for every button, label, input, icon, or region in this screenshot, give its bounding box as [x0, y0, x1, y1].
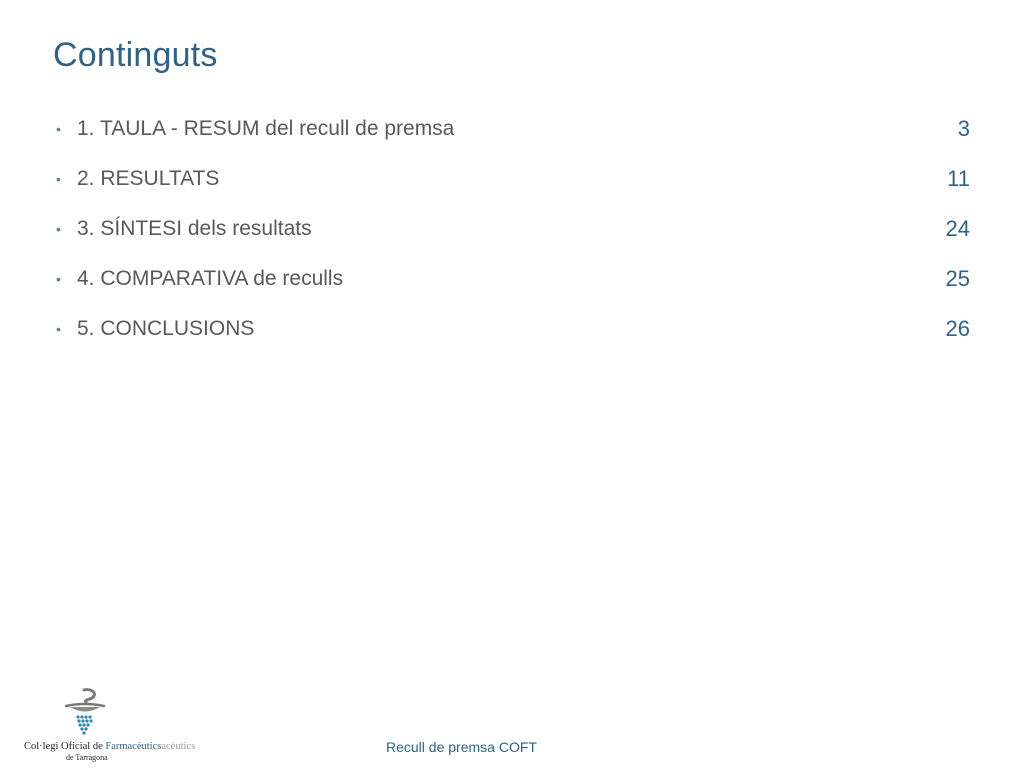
- toc-item[interactable]: [56, 204, 972, 254]
- logo-name-ghost: acèutics: [161, 741, 196, 752]
- table-of-contents: [56, 104, 972, 354]
- logo: [22, 686, 196, 764]
- toc-item[interactable]: [56, 304, 972, 354]
- toc-page-number: 26: [945, 316, 970, 341]
- toc-item[interactable]: [56, 104, 972, 154]
- logo-name-part1: Col·legi Oficial de: [24, 741, 106, 752]
- logo-name: [24, 741, 195, 752]
- bullet-icon: •: [56, 121, 61, 137]
- toc-item[interactable]: [56, 254, 972, 304]
- logo-name-part2: Farmacèutics: [105, 741, 162, 752]
- pharmacy-bowl-icon: [62, 686, 108, 740]
- bullet-icon: •: [56, 171, 61, 187]
- toc-page-number: 24: [945, 216, 970, 241]
- toc-item-label: 3. SÍNTESI dels resultats: [77, 217, 312, 240]
- toc-item-label: 5. CONCLUSIONS: [77, 317, 255, 340]
- footer-text: Recull de premsa COFT: [386, 739, 537, 755]
- toc-page-number: 3: [957, 116, 970, 141]
- toc-item-label: 1. TAULA - RESUM del recull de premsa: [77, 117, 455, 140]
- bullet-icon: •: [56, 271, 61, 287]
- toc-page-number: 25: [945, 266, 970, 291]
- bullet-icon: •: [56, 321, 61, 337]
- toc-page-number: 11: [947, 166, 970, 191]
- toc-item-label: 4. COMPARATIVA de reculls: [77, 267, 344, 290]
- toc-item[interactable]: [56, 154, 972, 204]
- logo-subtitle: de Tarragona: [66, 753, 108, 762]
- toc-item-label: 2. RESULTATS: [77, 167, 220, 190]
- slide-title: Continguts: [53, 36, 218, 74]
- bullet-icon: •: [56, 221, 61, 237]
